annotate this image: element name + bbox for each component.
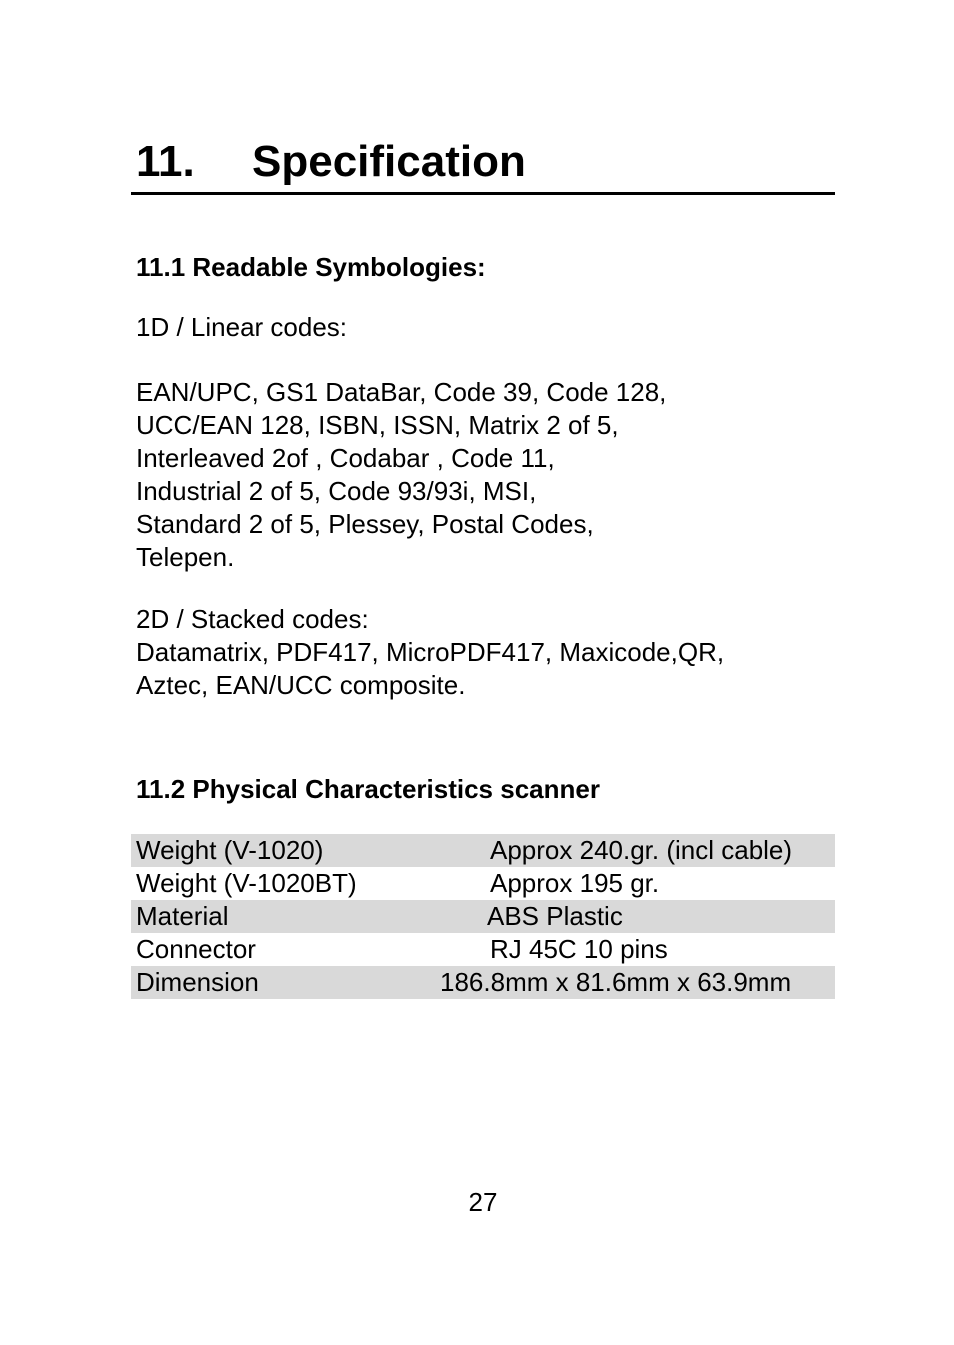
section-heading-physical-characteristics: 11.2 Physical Characteristics scanner [136,774,600,804]
spec-label: Weight (V-1020BT) [136,868,357,898]
page-number: 27 [468,1187,498,1217]
section-heading-readable-symbologies: 11.1 Readable Symbologies: [136,252,486,282]
spec-label: Weight (V-1020) [136,835,324,865]
linear-codes-list [136,376,666,574]
table-row [131,966,835,999]
spec-label: Material [136,901,229,931]
linear-codes-line: EAN/UPC, GS1 DataBar, Code 39, Code 128, [136,377,667,407]
spec-value: Approx 240.gr. (incl cable) [490,835,793,865]
title-underline [131,192,835,195]
physical-spec-table [131,834,835,999]
table-row [131,900,835,933]
linear-codes-line: UCC/EAN 128, ISBN, ISSN, Matrix 2 of 5, [136,410,619,440]
spec-value: 186.8mm x 81.6mm x 63.9mm [440,967,792,997]
spec-label: Connector [136,934,256,964]
linear-codes-intro: 1D / Linear codes: [136,312,348,342]
table-row [131,933,835,966]
stacked-codes-line: 2D / Stacked codes: [136,604,369,634]
linear-codes-line: Interleaved 2of , Codabar , Code 11, [136,443,555,473]
linear-codes-line: Industrial 2 of 5, Code 93/93i, MSI, [136,476,537,506]
spec-value: Approx 195 gr. [490,868,660,898]
linear-codes-line: Standard 2 of 5, Plessey, Postal Codes, [136,509,594,539]
chapter-number: 11. [136,137,195,186]
stacked-codes-list [136,603,724,702]
stacked-codes-line: Datamatrix, PDF417, MicroPDF417, Maxicode,QR, [136,637,725,667]
linear-codes-line: Telepen. [136,542,235,572]
chapter-title [136,136,526,188]
spec-label: Dimension [136,967,259,997]
table-row [131,867,835,900]
chapter-title-text: Specification [252,137,526,186]
spec-value: ABS Plastic [487,901,623,931]
spec-value: RJ 45C 10 pins [490,934,668,964]
table-row [131,834,835,867]
stacked-codes-line: Aztec, EAN/UCC composite. [136,670,466,700]
